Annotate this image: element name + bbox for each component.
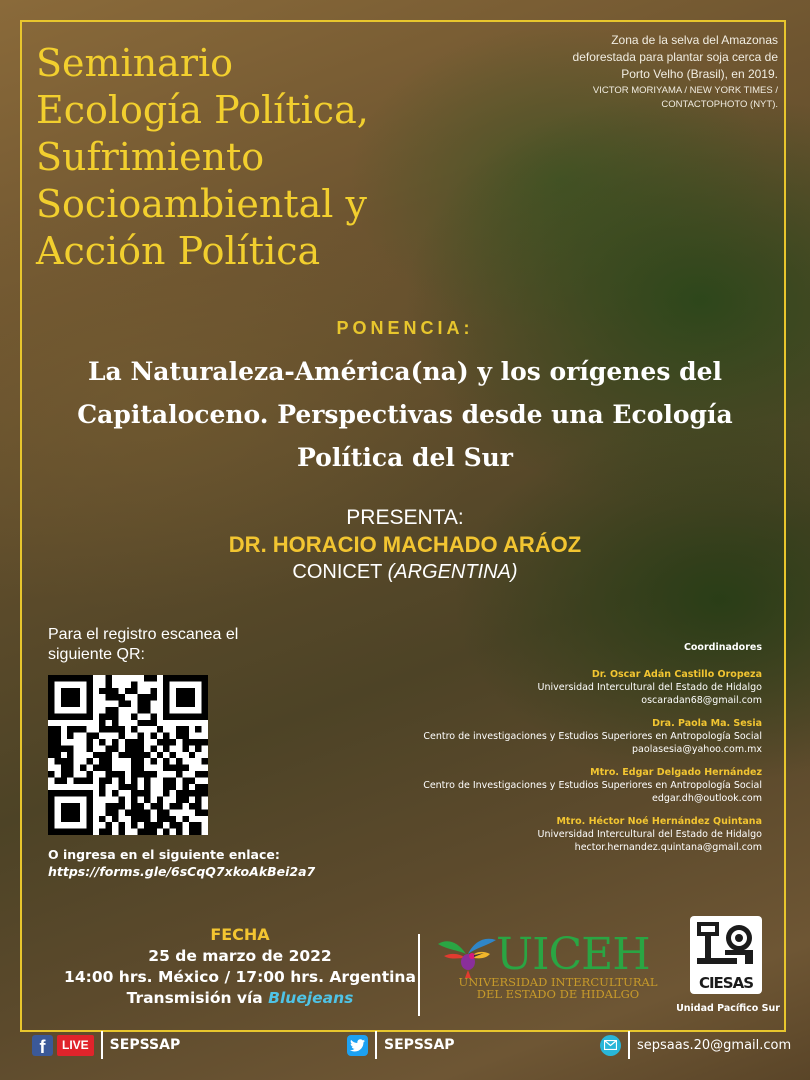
footer-divider xyxy=(375,1031,377,1059)
coordinators xyxy=(422,642,762,864)
coordinator-name: Dr. Oscar Adán Castillo Oropeza xyxy=(591,669,762,680)
twitter-handle[interactable]: SEPSSAP xyxy=(384,1037,455,1053)
seminar-title xyxy=(36,40,416,275)
talk-title: La Naturaleza-América(na) y los orígenes del Capitaloceno. Perspectivas desde una Ecología Política del Sur xyxy=(77,357,733,472)
registration-link[interactable]: https://forms.gle/6sCqQ7xkoAkBei2a7 xyxy=(48,864,316,879)
logos-divider xyxy=(418,934,420,1016)
ciesas-name: CIESAS xyxy=(698,974,754,992)
presenter-block xyxy=(0,505,810,584)
facebook-live-footer[interactable] xyxy=(32,1032,180,1058)
photo-caption: Zona de la selva del Amazonas deforestada para plantar soja cerca de Porto Velho (Brasil), en 2019. xyxy=(572,33,778,81)
mail-icon[interactable] xyxy=(600,1035,621,1056)
title-line: Socioambiental y xyxy=(36,182,367,226)
platform-name: Bluejeans xyxy=(268,989,354,1007)
twitter-bird-graphic xyxy=(350,1039,365,1052)
contact-email[interactable]: sepsaas.20@gmail.com xyxy=(637,1037,792,1053)
event-time: 14:00 hrs. México / 17:00 hrs. Argentina xyxy=(64,968,416,986)
link-instruction: O ingresa en el siguiente enlace: xyxy=(48,847,280,862)
coordinator-name: Mtro. Edgar Delgado Hernández xyxy=(590,767,762,778)
footer-divider xyxy=(628,1031,630,1059)
coordinator-item xyxy=(422,717,762,756)
presenter-name: DR. HORACIO MACHADO ARÁOZ xyxy=(228,532,582,557)
presenter-affiliation xyxy=(0,560,810,584)
uiceh-full-name-line: UNIVERSIDAD INTERCULTURAL xyxy=(458,975,658,989)
uiceh-name: UICEH xyxy=(496,929,650,980)
uiceh-full-name xyxy=(442,976,674,1000)
title-line: Seminario xyxy=(36,41,234,85)
coordinator-email[interactable]: edgar.dh@outlook.com xyxy=(652,793,762,804)
envelope-graphic xyxy=(604,1040,617,1050)
photo-photographer: VICTOR MORIYAMA / NEW YORK TIMES / CONTACTOPHOTO (NYT). xyxy=(592,85,778,110)
coordinator-item xyxy=(422,766,762,805)
ciesas-emblem-icon xyxy=(695,920,757,968)
event-date: 25 de marzo de 2022 xyxy=(148,947,332,965)
coordinator-item xyxy=(422,815,762,854)
twitter-footer[interactable] xyxy=(347,1032,455,1058)
date-label: FECHA xyxy=(210,925,270,944)
ciesas-unit: Unidad Pacífico Sur xyxy=(676,1003,780,1014)
footer-divider xyxy=(101,1031,103,1059)
coordinator-institution: Universidad Intercultural del Estado de Hidalgo xyxy=(537,682,762,693)
event-details xyxy=(30,924,450,1009)
uiceh-full-name-line: DEL ESTADO DE HIDALGO xyxy=(476,987,640,1001)
facebook-icon[interactable]: f xyxy=(32,1035,53,1056)
transmission-prefix: Transmisión vía xyxy=(126,989,269,1007)
twitter-icon[interactable] xyxy=(347,1035,368,1056)
photo-credit xyxy=(568,32,778,112)
coordinator-item xyxy=(422,668,762,707)
coordinator-name: Dra. Paola Ma. Sesia xyxy=(652,718,762,729)
ciesas-logo xyxy=(690,916,762,994)
hummingbird-icon xyxy=(436,934,498,978)
email-footer[interactable] xyxy=(600,1032,791,1058)
title-line: Sufrimiento xyxy=(36,135,265,179)
coordinator-name: Mtro. Héctor Noé Hernández Quintana xyxy=(556,816,762,827)
coordinator-email[interactable]: paolasesia@yahoo.com.mx xyxy=(632,744,762,755)
presenter-country: (ARGENTINA) xyxy=(387,561,518,583)
title-line: Acción Política xyxy=(36,229,321,273)
coordinator-email[interactable]: oscaradan68@gmail.com xyxy=(641,695,762,706)
presenter-institution: CONICET xyxy=(292,561,383,583)
live-badge: LIVE xyxy=(57,1035,94,1056)
registration-link-block xyxy=(48,846,338,880)
coordinator-institution: Centro de investigaciones y Estudios Superiores en Antropología Social xyxy=(423,731,762,742)
talk-label: PONENCIA: xyxy=(336,318,474,338)
qr-code-graphic xyxy=(48,675,208,835)
presenter-label: PRESENTA: xyxy=(346,506,464,529)
event-transmission xyxy=(30,988,450,1009)
coordinator-email[interactable]: hector.hernandez.quintana@gmail.com xyxy=(574,842,762,853)
qr-instruction: Para el registro escanea el siguiente QR: xyxy=(48,626,239,663)
facebook-handle[interactable]: SEPSSAP xyxy=(109,1037,181,1053)
uiceh-logo xyxy=(432,930,678,1006)
coordinator-institution: Universidad Intercultural del Estado de Hidalgo xyxy=(537,829,762,840)
coordinators-heading: Coordinadores xyxy=(683,642,762,653)
title-line: Ecología Política, xyxy=(36,88,369,132)
coordinator-institution: Centro de Investigaciones y Estudios Superiores en Antropología Social xyxy=(423,780,762,791)
registration-qr-code[interactable] xyxy=(48,675,208,835)
